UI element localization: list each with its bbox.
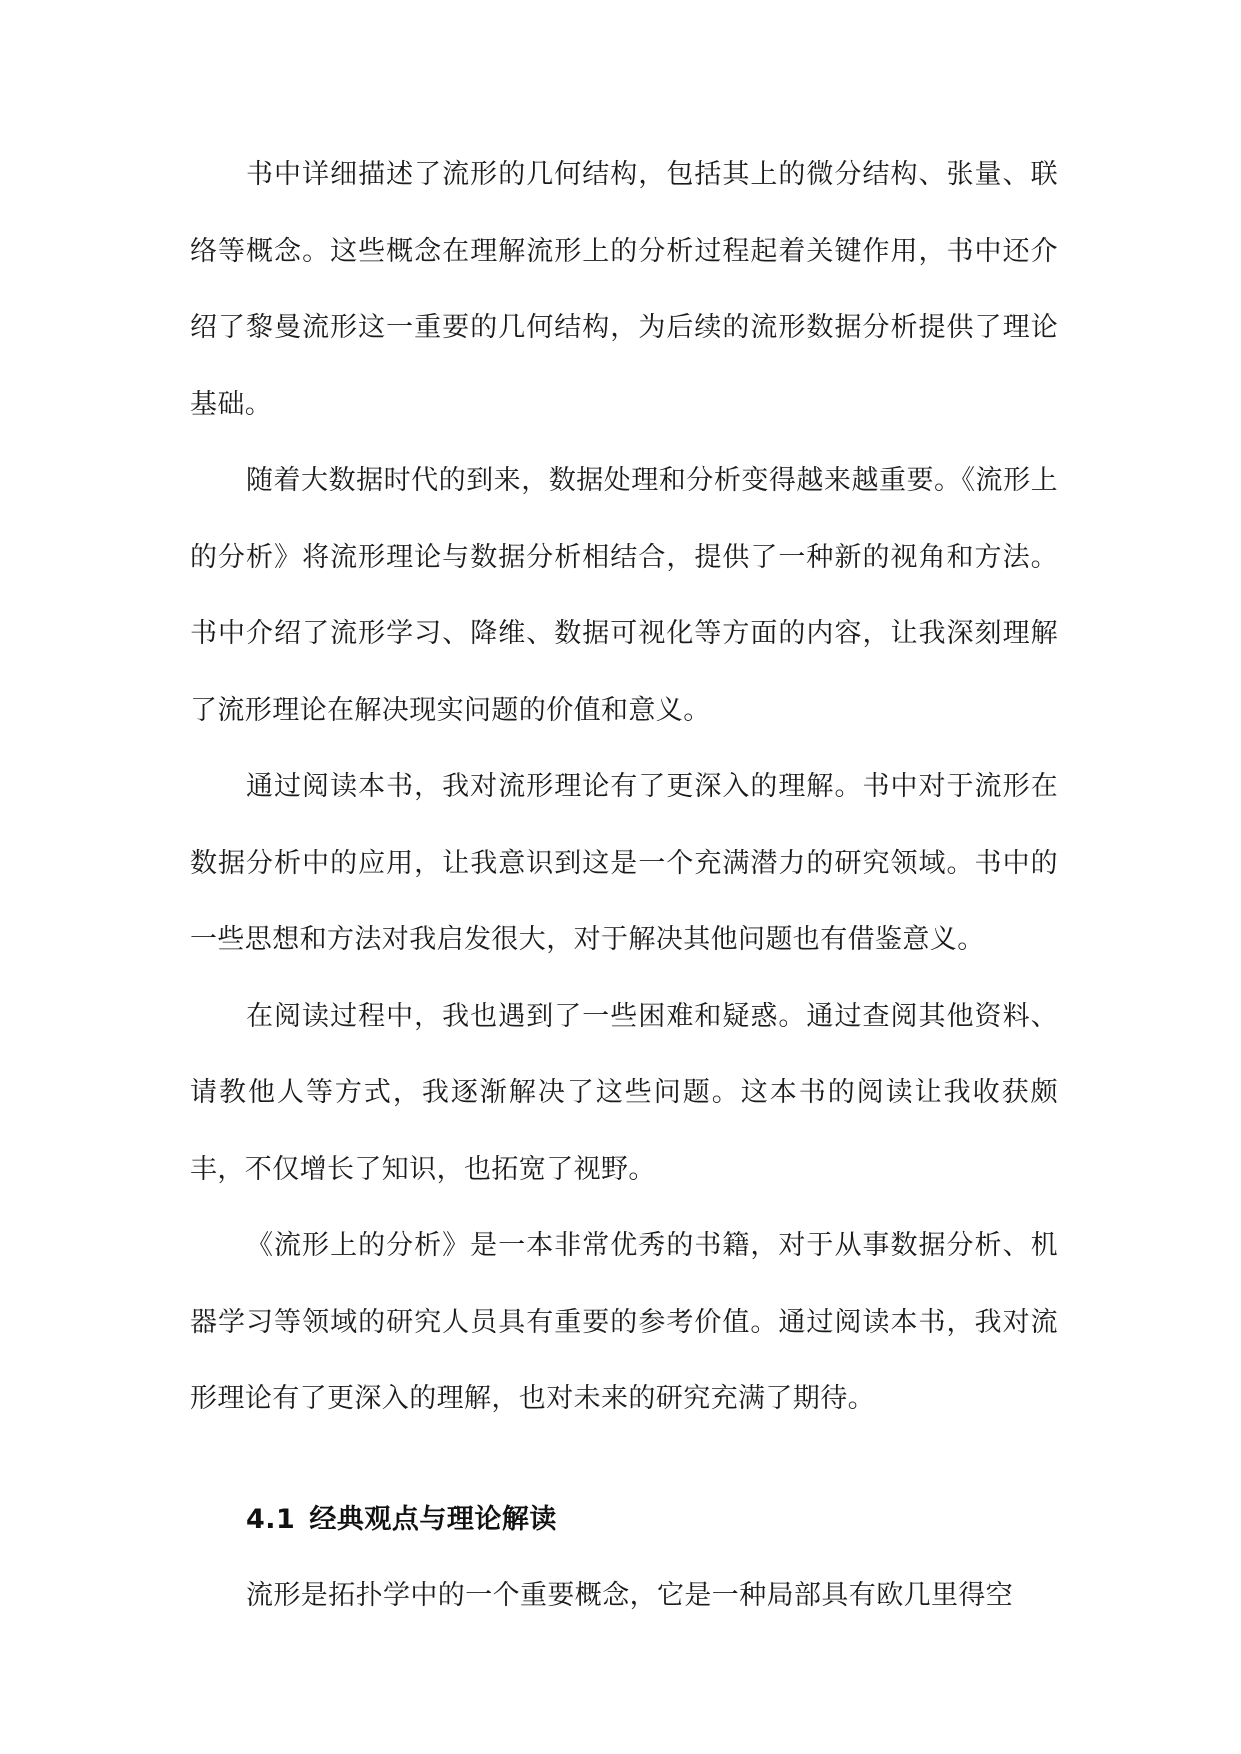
section-title: 经典观点与理论解读 [309,1503,557,1535]
section-heading [190,1482,1058,1558]
paragraph-big-data: 随着大数据时代的到来，数据处理和分析变得越来越重要。《流形上的分析》将流形理论与数据分析相结合，提供了一种新的视角和方法。书中介绍了流形学习、降维、数据可视化等方面的内容，让我深刻理解了流形理论在解决现实问题的价值和意义。 [190,465,1058,726]
paragraph-understanding: 通过阅读本书，我对流形理论有了更深入的理解。书中对于流形在数据分析中的应用，让我意识到这是一个充满潜力的研究领域。书中的一些思想和方法对我启发很大，对于解决其他问题也有借鉴意义。 [190,771,1058,955]
paragraph-geometric-structure: 书中详细描述了流形的几何结构，包括其上的微分结构、张量、联络等概念。这些概念在理解流形上的分析过程起着关键作用，书中还介绍了黎曼流形这一重要的几何结构，为后续的流形数据分析提供了理论基础。 [190,159,1058,420]
paragraph-conclusion: 《流形上的分析》是一本非常优秀的书籍，对于从事数据分析、机器学习等领域的研究人员具有重要的参考价值。通过阅读本书，我对流形理论有了更深入的理解，也对未来的研究充满了期待。 [190,1230,1058,1414]
paragraph-manifold-definition: 流形是拓扑学中的一个重要概念，它是一种局部具有欧几里得空 [246,1579,1014,1611]
section-number: 4.1 [246,1503,296,1535]
document-body [190,137,1058,1634]
paragraph-difficulties: 在阅读过程中，我也遇到了一些困难和疑惑。通过查阅其他资料、请教他人等方式，我逐渐解决了这些问题。这本书的阅读让我收获颇丰，不仅增长了知识，也拓宽了视野。 [190,1000,1058,1185]
